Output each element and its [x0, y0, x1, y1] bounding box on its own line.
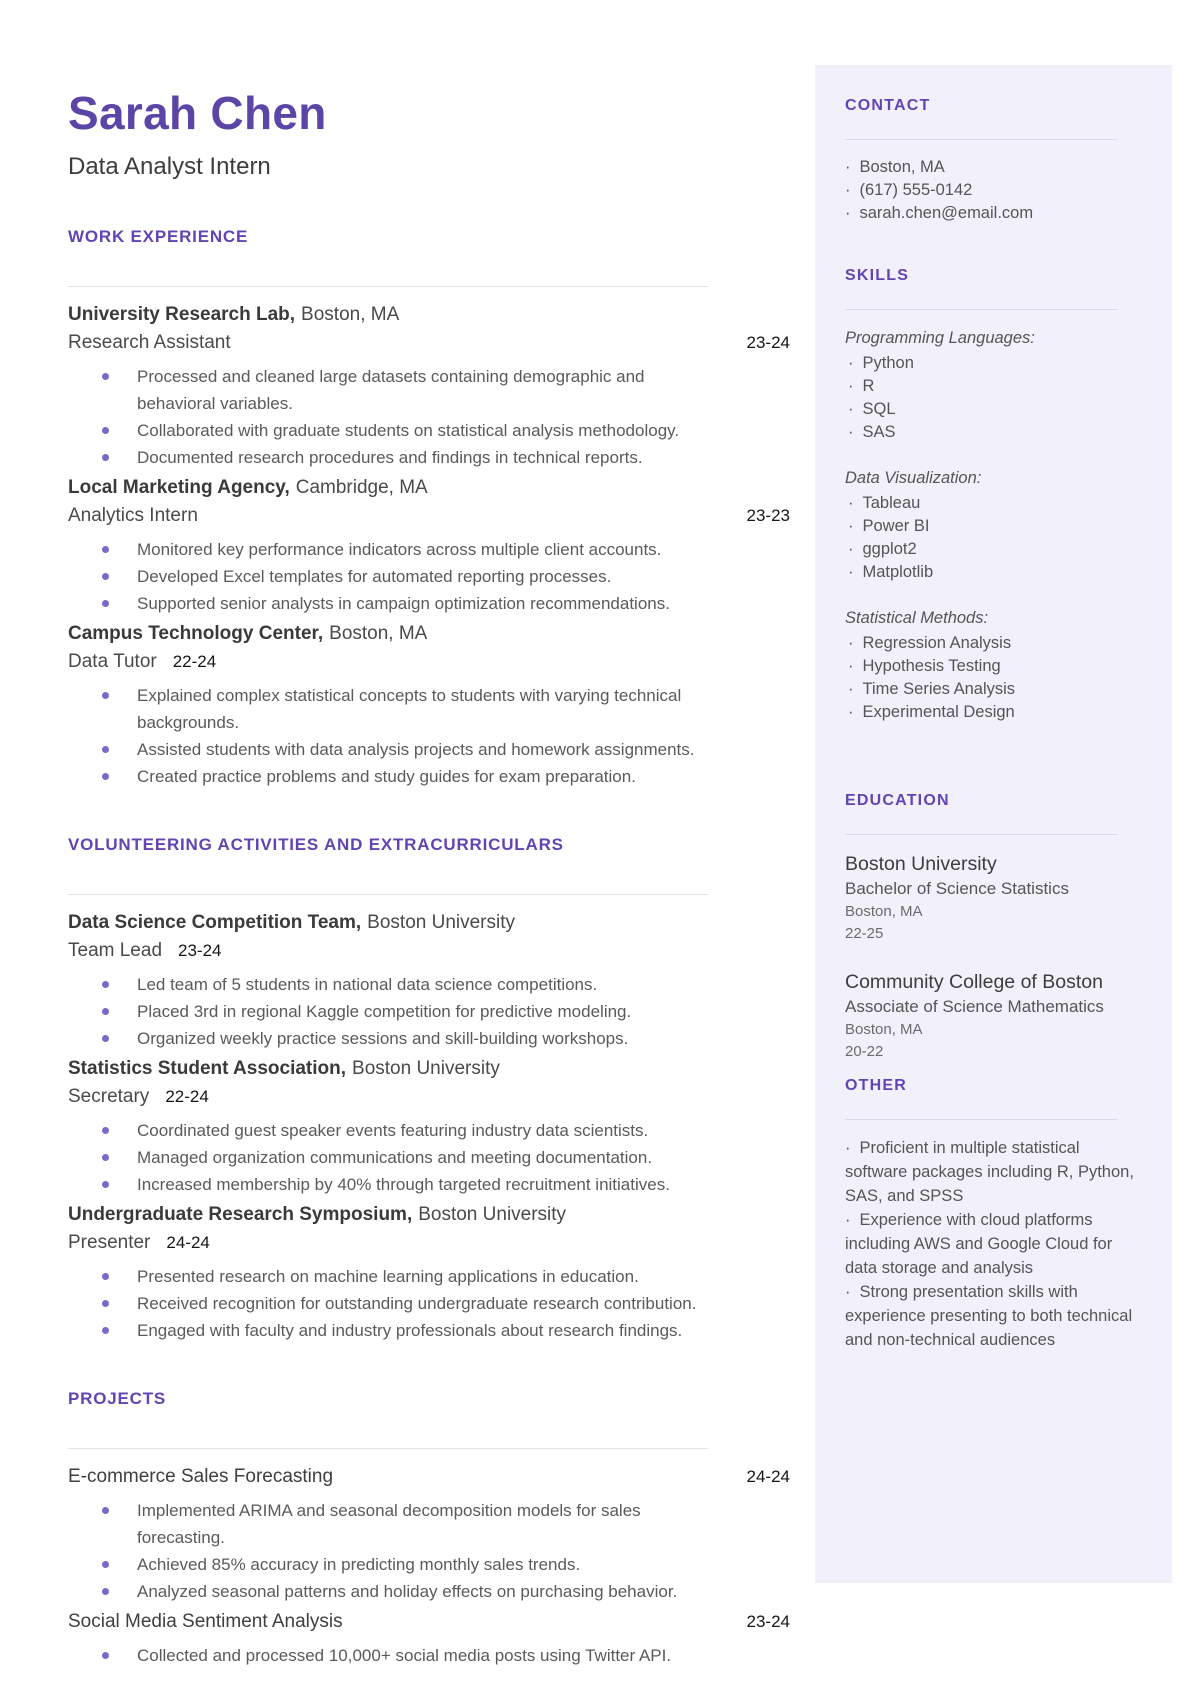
other-item [845, 1208, 1137, 1280]
role: Data Tutor [68, 651, 157, 672]
bullet-item [68, 536, 722, 563]
dot-marker: · [848, 494, 854, 512]
dot-marker: · [848, 354, 854, 372]
school-degree: Bachelor of Science Statistics [845, 879, 1069, 898]
sidebar-divider [845, 834, 1117, 835]
skill-text: R [862, 377, 875, 395]
bullet-text: Analyzed seasonal patterns and holiday effects on purchasing behavior. [137, 1582, 678, 1601]
entry-campus-technology-center [68, 620, 790, 790]
role: Secretary [68, 1086, 150, 1107]
other-text: Experience with cloud platforms including AWS and Google Cloud for data storage and analysis [845, 1211, 1113, 1277]
bullet-text: Achieved 85% accuracy in predicting monthly sales trends. [137, 1555, 581, 1574]
skill-group-programming-languages [845, 326, 1137, 444]
bullet-item [68, 763, 722, 790]
entry-org-line [68, 909, 790, 937]
bullet-item [68, 682, 722, 736]
skill-text: Python [862, 354, 914, 372]
section-divider [68, 894, 708, 895]
project-title: Social Media Sentiment Analysis [68, 1611, 343, 1632]
section-divider [68, 1448, 708, 1449]
bullet-dot-icon [102, 427, 109, 434]
date-range: 23-24 [746, 1612, 790, 1631]
skill-list [848, 632, 1137, 724]
project-title-line [68, 1608, 790, 1636]
bullet-text: Collected and processed 10,000+ social media posts using Twitter API. [137, 1646, 672, 1665]
sidebar-divider [845, 139, 1117, 140]
bullet-dot-icon [102, 454, 109, 461]
skill-text: Regression Analysis [862, 634, 1012, 652]
bullet-text: Implemented ARIMA and seasonal decomposition models for sales forecasting. [137, 1501, 641, 1547]
section-projects [68, 1388, 790, 1669]
bullet-list [68, 971, 722, 1052]
bullet-item [68, 1317, 722, 1344]
school-name: Boston University [845, 853, 997, 875]
bullet-text: Supported senior analysts in campaign optimization recommendations. [137, 594, 670, 613]
skill-text: Time Series Analysis [862, 680, 1016, 698]
dot-marker: · [845, 204, 851, 222]
dot-marker: · [848, 563, 854, 581]
bullet-text: Explained complex statistical concepts to students with varying technical backgrounds. [137, 686, 682, 732]
skill-item [848, 678, 1137, 701]
dot-marker: · [848, 423, 854, 441]
bullet-dot-icon [102, 1273, 109, 1280]
date-range: 23-23 [746, 506, 790, 525]
school-name: Community College of Boston [845, 971, 1103, 993]
skill-text: Hypothesis Testing [862, 657, 1001, 675]
entry-org-line [68, 1201, 790, 1229]
school-location: Boston, MA [845, 1021, 923, 1038]
bullet-text: Created practice problems and study guides for exam preparation. [137, 767, 636, 786]
date-range: 23-24 [178, 941, 222, 960]
bullet-item [68, 1025, 722, 1052]
contact-email [845, 202, 1137, 225]
sidebar-section-contact [845, 95, 1137, 225]
skill-group-label: Programming Languages: [845, 329, 1035, 347]
skill-text: Matplotlib [862, 563, 934, 581]
dot-marker: · [848, 657, 854, 675]
project-title: E-commerce Sales Forecasting [68, 1466, 334, 1487]
contact-list [845, 156, 1137, 225]
bullet-item [68, 998, 722, 1025]
section-heading-projects: PROJECTS [68, 1389, 167, 1408]
entry-role-line [68, 329, 790, 357]
other-text: Strong presentation skills with experience presenting to both technical and non-technical audiences [845, 1283, 1133, 1349]
bullet-dot-icon [102, 692, 109, 699]
bullet-list [68, 1117, 722, 1198]
skill-item [848, 492, 1137, 515]
skill-item [848, 561, 1137, 584]
bullet-item [68, 736, 722, 763]
skill-item [848, 398, 1137, 421]
bullet-item [68, 1290, 722, 1317]
sidebar-section-other [845, 1075, 1137, 1352]
skill-text: ggplot2 [862, 540, 917, 558]
section-heading-work-experience: WORK EXPERIENCE [68, 227, 249, 246]
bullet-item [68, 590, 722, 617]
bullet-item [68, 1144, 722, 1171]
bullet-list [68, 1263, 722, 1344]
org-location: Boston, MA [329, 623, 428, 644]
other-item [845, 1280, 1137, 1352]
bullet-dot-icon [102, 1561, 109, 1568]
skill-item [848, 655, 1137, 678]
section-heading-volunteering: VOLUNTEERING ACTIVITIES AND EXTRACURRICULARS [68, 835, 564, 854]
bullet-dot-icon [102, 600, 109, 607]
bullet-text: Coordinated guest speaker events featuring industry data scientists. [137, 1121, 649, 1140]
other-text: Proficient in multiple statistical software packages including R, Python, SAS, and SPSS [845, 1139, 1134, 1205]
bullet-list [68, 1497, 722, 1605]
date-range: 22-24 [165, 1087, 209, 1106]
dot-marker: · [848, 517, 854, 535]
bullet-text: Managed organization communications and meeting documentation. [137, 1148, 653, 1167]
education-community-college-of-boston [845, 969, 1137, 1063]
job-title: Data Analyst Intern [68, 153, 271, 180]
date-range: 24-24 [166, 1233, 210, 1252]
skill-group-data-visualization [845, 466, 1137, 584]
dot-marker: · [848, 703, 854, 721]
sidebar-heading-contact: CONTACT [845, 97, 931, 114]
other-item [845, 1136, 1137, 1208]
dot-marker: · [848, 680, 854, 698]
bullet-item [68, 1171, 722, 1198]
role: Research Assistant [68, 332, 231, 353]
bullet-dot-icon [102, 1181, 109, 1188]
bullet-list [68, 536, 722, 617]
dot-marker: · [848, 377, 854, 395]
contact-text: (617) 555-0142 [859, 181, 973, 199]
dot-marker: · [845, 1283, 851, 1301]
org-location: Boston University [418, 1204, 567, 1225]
org-name: Data Science Competition Team, [68, 912, 362, 933]
bullet-text: Organized weekly practice sessions and skill-building workshops. [137, 1029, 629, 1048]
org-name: Statistics Student Association, [68, 1058, 347, 1079]
dot-marker: · [845, 1139, 851, 1157]
bullet-text: Engaged with faculty and industry professionals about research findings. [137, 1321, 683, 1340]
bullet-dot-icon [102, 1588, 109, 1595]
section-volunteering [68, 834, 790, 1344]
role: Team Lead [68, 940, 163, 961]
skill-list [848, 352, 1137, 444]
bullet-dot-icon [102, 1327, 109, 1334]
sidebar-heading-skills: SKILLS [845, 267, 910, 284]
bullet-item [68, 1642, 722, 1669]
org-name: Undergraduate Research Symposium, [68, 1204, 413, 1225]
school-degree: Associate of Science Mathematics [845, 997, 1104, 1016]
main-column [68, 0, 790, 1669]
section-work-experience [68, 226, 790, 790]
bullet-item [68, 444, 722, 471]
skill-text: Tableau [862, 494, 921, 512]
entry-ecommerce-sales-forecasting [68, 1463, 790, 1605]
skill-text: Power BI [862, 517, 930, 535]
skill-group-label: Data Visualization: [845, 469, 982, 487]
dot-marker: · [848, 540, 854, 558]
sidebar [815, 65, 1172, 1583]
skill-text: SAS [862, 423, 896, 441]
school-dates: 22-25 [845, 925, 884, 942]
bullet-dot-icon [102, 1008, 109, 1015]
entry-role-line [68, 937, 790, 965]
sidebar-heading-education: EDUCATION [845, 792, 950, 809]
entry-role-line [68, 1083, 790, 1111]
bullet-dot-icon [102, 573, 109, 580]
dot-marker: · [845, 158, 851, 176]
entry-role-line [68, 502, 790, 530]
project-title-line [68, 1463, 790, 1491]
bullet-text: Collaborated with graduate students on statistical analysis methodology. [137, 421, 680, 440]
bullet-dot-icon [102, 1300, 109, 1307]
sidebar-section-skills [845, 265, 1137, 724]
entry-org-line [68, 301, 790, 329]
bullet-text: Received recognition for outstanding undergraduate research contribution. [137, 1294, 697, 1313]
entry-org-line [68, 620, 790, 648]
bullet-text: Assisted students with data analysis projects and homework assignments. [137, 740, 695, 759]
skill-item [848, 352, 1137, 375]
bullet-dot-icon [102, 1127, 109, 1134]
bullet-item [68, 1551, 722, 1578]
org-name: University Research Lab, [68, 304, 296, 325]
entry-role-line [68, 648, 790, 676]
dot-marker: · [848, 634, 854, 652]
bullet-item [68, 1497, 722, 1551]
skill-item [848, 701, 1137, 724]
bullet-text: Processed and cleaned large datasets containing demographic and behavioral variables. [137, 367, 645, 413]
bullet-item [68, 971, 722, 998]
skill-item [848, 632, 1137, 655]
contact-text: Boston, MA [859, 158, 945, 176]
entry-org-line [68, 1055, 790, 1083]
education-boston-university [845, 851, 1137, 945]
bullet-list [68, 1642, 722, 1669]
bullet-item [68, 1263, 722, 1290]
bullet-item [68, 1117, 722, 1144]
sidebar-divider [845, 1119, 1117, 1120]
contact-location [845, 156, 1137, 179]
school-dates: 20-22 [845, 1043, 884, 1060]
bullet-dot-icon [102, 746, 109, 753]
sidebar-section-education [845, 790, 1137, 1063]
bullet-text: Presented research on machine learning applications in education. [137, 1267, 639, 1286]
bullet-dot-icon [102, 1035, 109, 1042]
role: Presenter [68, 1232, 151, 1253]
bullet-item [68, 417, 722, 444]
bullet-dot-icon [102, 1154, 109, 1161]
bullet-text: Led team of 5 students in national data science competitions. [137, 975, 598, 994]
entry-org-line [68, 474, 790, 502]
sidebar-divider [845, 309, 1117, 310]
skill-group-statistical-methods [845, 606, 1137, 724]
skill-text: SQL [862, 400, 896, 418]
bullet-dot-icon [102, 1652, 109, 1659]
org-location: Boston University [352, 1058, 500, 1079]
org-name: Campus Technology Center, [68, 623, 324, 644]
date-range: 23-24 [746, 333, 790, 352]
entry-data-science-competition-team [68, 909, 790, 1052]
org-location: Cambridge, MA [295, 477, 428, 498]
entry-university-research-lab [68, 301, 790, 471]
dot-marker: · [845, 1211, 851, 1229]
entry-role-line [68, 1229, 790, 1257]
person-name: Sarah Chen [68, 87, 327, 139]
org-name: Local Marketing Agency, [68, 477, 290, 498]
contact-phone [845, 179, 1137, 202]
entry-statistics-student-association [68, 1055, 790, 1198]
skill-text: Experimental Design [862, 703, 1015, 721]
skill-item [848, 421, 1137, 444]
bullet-text: Documented research procedures and findings in technical reports. [137, 448, 643, 467]
section-divider [68, 286, 708, 287]
role: Analytics Intern [68, 505, 198, 526]
org-location: Boston University [367, 912, 516, 933]
skill-list [848, 492, 1137, 584]
skill-item [848, 515, 1137, 538]
bullet-item [68, 1578, 722, 1605]
bullet-text: Increased membership by 40% through targeted recruitment initiatives. [137, 1175, 670, 1194]
skill-item [848, 375, 1137, 398]
dot-marker: · [848, 400, 854, 418]
bullet-item [68, 563, 722, 590]
bullet-dot-icon [102, 773, 109, 780]
dot-marker: · [845, 181, 851, 199]
bullet-dot-icon [102, 981, 109, 988]
bullet-dot-icon [102, 373, 109, 380]
entry-local-marketing-agency [68, 474, 790, 617]
bullet-list [68, 363, 722, 471]
bullet-dot-icon [102, 1507, 109, 1514]
contact-text: sarah.chen@email.com [859, 204, 1034, 222]
entry-undergraduate-research-symposium [68, 1201, 790, 1344]
date-range: 22-24 [172, 652, 217, 671]
sidebar-heading-other: OTHER [845, 1077, 907, 1094]
bullet-dot-icon [102, 546, 109, 553]
bullet-list [68, 682, 722, 790]
bullet-item [68, 363, 722, 417]
bullet-text: Placed 3rd in regional Kaggle competition for predictive modeling. [137, 1002, 632, 1021]
bullet-text: Monitored key performance indicators across multiple client accounts. [137, 540, 662, 559]
school-location: Boston, MA [845, 903, 923, 920]
entry-social-media-sentiment-analysis [68, 1608, 790, 1669]
org-location: Boston, MA [301, 304, 400, 325]
skill-group-label: Statistical Methods: [845, 609, 989, 627]
date-range: 24-24 [746, 1467, 790, 1486]
bullet-text: Developed Excel templates for automated reporting processes. [137, 567, 612, 586]
skill-item [848, 538, 1137, 561]
